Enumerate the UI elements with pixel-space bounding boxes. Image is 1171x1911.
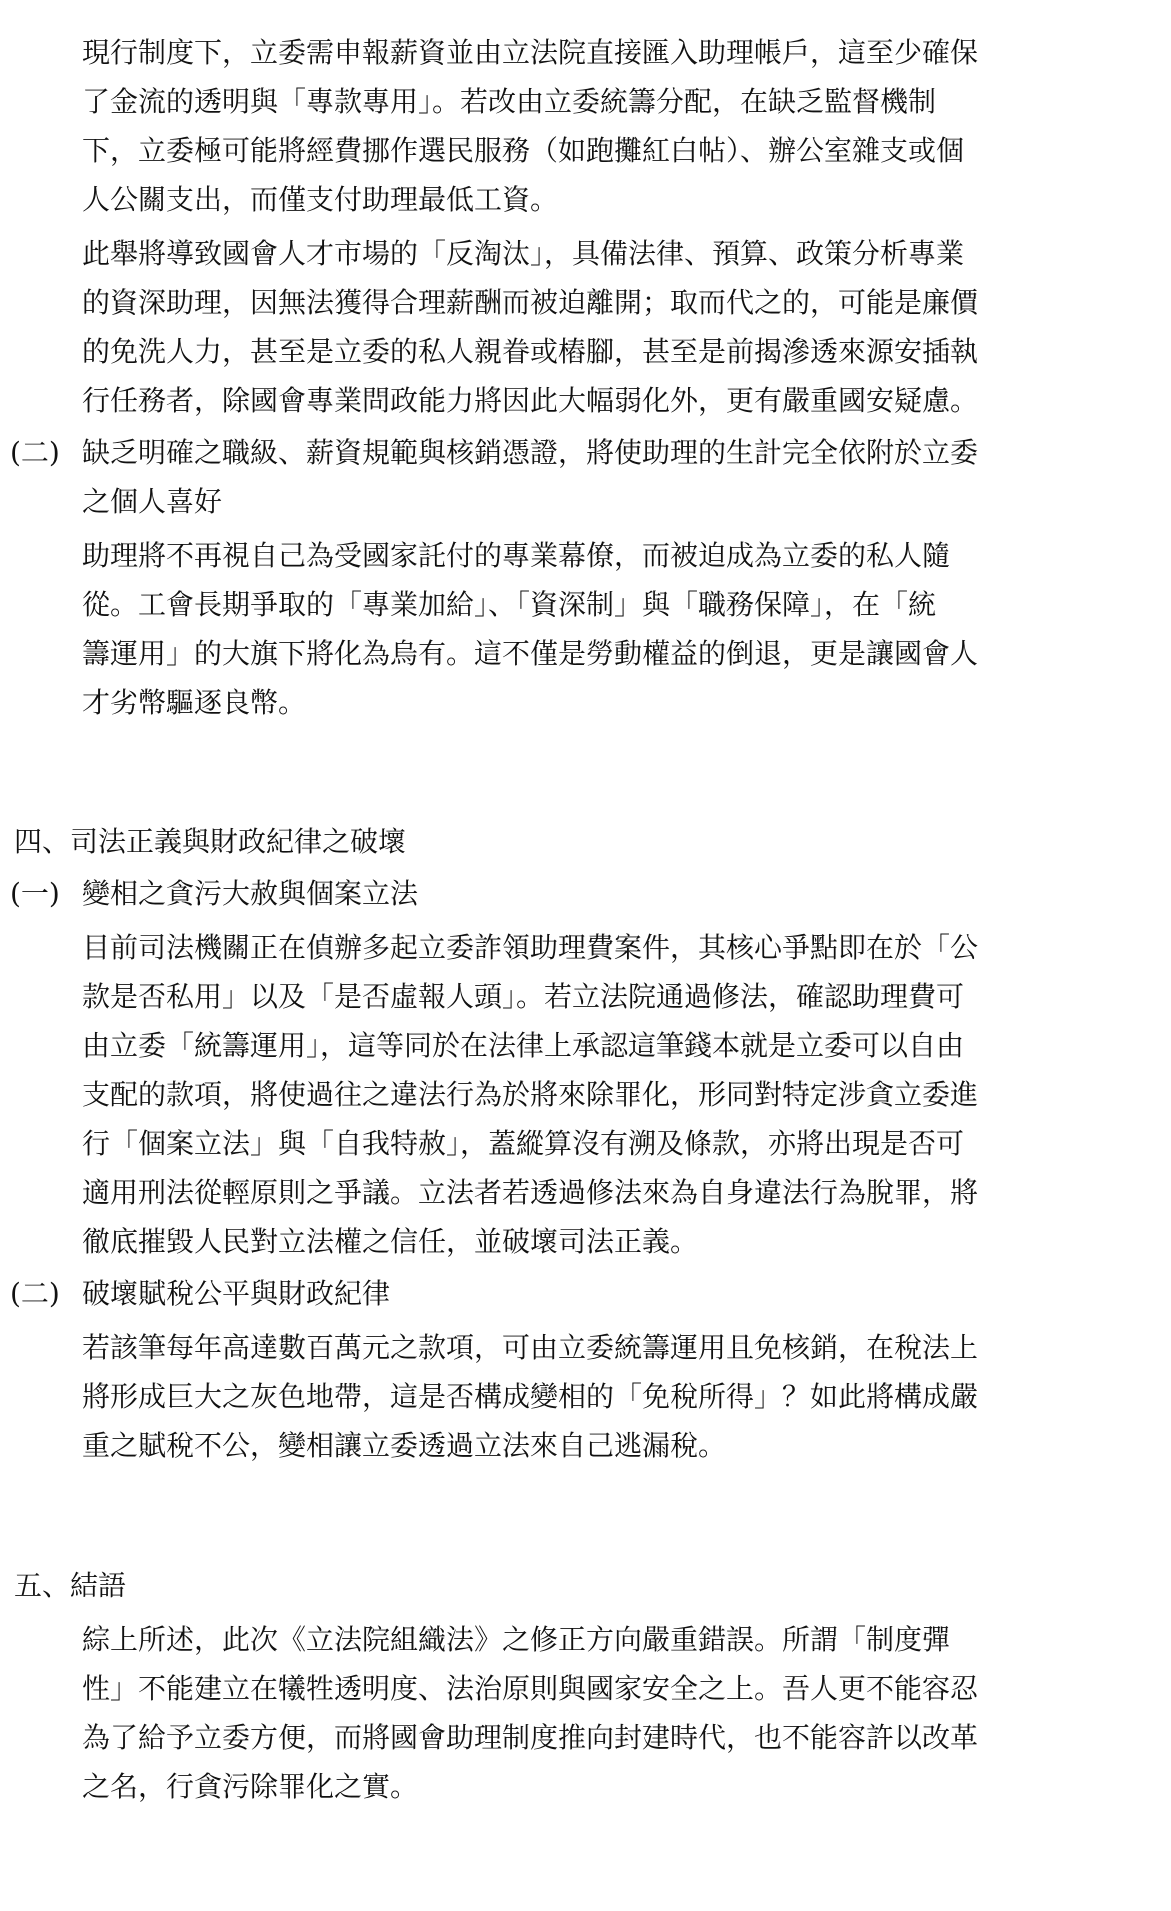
item-marker: (一) (10, 877, 60, 910)
item-title-line: 缺乏明確之職級、薪資規範與核銷憑證，將使助理的生計完全依附於立委 (82, 436, 979, 469)
text-line: 綜上所述，此次《立法院組織法》之修正方向嚴重錯誤。所謂「制度彈 (82, 1623, 951, 1656)
item-title: 變相之貪污大赦與個案立法 (82, 877, 419, 910)
text-line: 行任務者，除國會專業問政能力將因此大幅弱化外，更有嚴重國安疑慮。 (82, 384, 979, 417)
item-title: 破壞賦稅公平與財政紀律 (82, 1277, 391, 1310)
item-marker: (二) (10, 436, 60, 469)
item-title-line: 之個人喜好 (82, 485, 223, 518)
text-line: 從。工會長期爭取的「專業加給」、「資深制」與「職務保障」，在「統 (82, 588, 937, 621)
text-line: 人公關支出，而僅支付助理最低工資。 (82, 183, 559, 216)
text-line: 將形成巨大之灰色地帶，這是否構成變相的「免稅所得」？如此將構成嚴 (82, 1380, 979, 1413)
text-line: 為了給予立委方便，而將國會助理制度推向封建時代，也不能容許以改革 (82, 1721, 979, 1754)
text-line: 適用刑法從輕原則之爭議。立法者若透過修法來為自身違法行為脫罪，將 (82, 1176, 979, 1209)
text-line: 性」不能建立在犧牲透明度、法治原則與國家安全之上。吾人更不能容忍 (82, 1672, 979, 1705)
text-line: 的資深助理，因無法獲得合理薪酬而被迫離開；取而代之的，可能是廉價 (82, 286, 979, 319)
item-marker: (二) (10, 1277, 60, 1310)
text-line: 款是否私用」以及「是否虛報人頭」。若立法院通過修法，確認助理費可 (82, 980, 965, 1013)
section-heading: 四、司法正義與財政紀律之破壞 (14, 825, 407, 858)
section-heading: 五、結語 (14, 1569, 127, 1602)
text-line: 現行制度下，立委需申報薪資並由立法院直接匯入助理帳戶，這至少確保 (82, 36, 979, 69)
text-line: 目前司法機關正在偵辦多起立委詐領助理費案件，其核心爭點即在於「公 (82, 931, 979, 964)
text-line: 若該筆每年高達數百萬元之款項，可由立委統籌運用且免核銷，在稅法上 (82, 1331, 979, 1364)
text-line: 支配的款項，將使過往之違法行為於將來除罪化，形同對特定涉貪立委進 (82, 1078, 979, 1111)
text-line: 此舉將導致國會人才市場的「反淘汰」，具備法律、預算、政策分析專業 (82, 237, 965, 270)
text-line: 徹底摧毀人民對立法權之信任，並破壞司法正義。 (82, 1225, 699, 1258)
text-line: 籌運用」的大旗下將化為烏有。這不僅是勞動權益的倒退，更是讓國會人 (82, 637, 979, 670)
text-line: 行「個案立法」與「自我特赦」，蓋縱算沒有溯及條款，亦將出現是否可 (82, 1127, 965, 1160)
text-line: 才劣幣驅逐良幣。 (82, 686, 307, 719)
text-line: 由立委「統籌運用」，這等同於在法律上承認這筆錢本就是立委可以自由 (82, 1029, 965, 1062)
text-line: 的免洗人力，甚至是立委的私人親眷或樁腳，甚至是前揭滲透來源安插執 (82, 335, 979, 368)
text-line: 了金流的透明與「專款專用」。若改由立委統籌分配，在缺乏監督機制 (82, 85, 937, 118)
text-line: 下，立委極可能將經費挪作選民服務（如跑攤紅白帖）、辦公室雜支或個 (82, 134, 965, 167)
text-line: 助理將不再視自己為受國家託付的專業幕僚，而被迫成為立委的私人隨 (82, 539, 951, 572)
text-line: 重之賦稅不公，變相讓立委透過立法來自己逃漏稅。 (82, 1429, 727, 1462)
text-line: 之名，行貪污除罪化之實。 (82, 1770, 419, 1803)
